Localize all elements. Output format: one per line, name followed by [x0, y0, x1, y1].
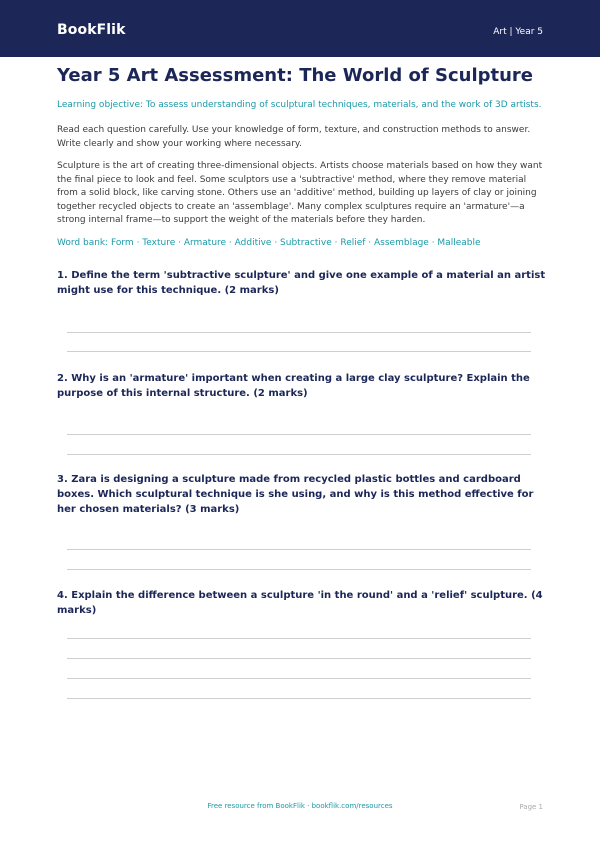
question-1: 1. Define the term 'subtractive sculpture' and give one example of a material an artist might use for this technique. (2 marks)	[57, 270, 546, 296]
answer-line[interactable]	[67, 678, 531, 679]
instructions: Read each question carefully. Use your knowledge of form, texture, and construction methods to answer. Write clearly and show your working where necessary.	[57, 125, 531, 149]
footer-link[interactable]: Free resource from BookFlik · bookflik.com/resources	[207, 802, 393, 810]
answer-line[interactable]	[67, 454, 531, 455]
question-4: 4. Explain the difference between a sculpture 'in the round' and a 'relief' sculpture. (4 marks)	[57, 590, 543, 616]
question-2: 2. Why is an 'armature' important when creating a large clay sculpture? Explain the purpose of this internal structure. (2 marks)	[57, 373, 530, 399]
answer-line[interactable]	[67, 351, 531, 352]
answer-line[interactable]	[67, 434, 531, 435]
breadcrumb: Art | Year 5	[493, 27, 543, 37]
learning-objective: Learning objective: To assess understanding of sculptural techniques, materials, and the work of 3D artists.	[57, 100, 542, 110]
answer-line[interactable]	[67, 332, 531, 333]
reading-passage: Sculpture is the art of creating three-dimensional objects. Artists choose materials based on how they want the final piece to look and feel. Some sculptors use a 'subtractive' method, where they remove material from a solid block, like carving stone. Others use an 'additive' method, building up layers of clay or joining together recycled objects to create an 'assemblage'. Many complex sculptures require an 'armature'—a strong internal frame—to support the weight of the materials before they harden.	[57, 161, 543, 226]
page-title: Year 5 Art Assessment: The World of Sculpture	[57, 65, 534, 86]
word-bank: Word bank: Form · Texture · Armature · Additive · Subtractive · Relief · Assemblage · Malleable	[57, 238, 481, 248]
page-number: Page 1	[519, 803, 543, 811]
brand-logo[interactable]: BookFlik	[57, 22, 126, 38]
answer-line[interactable]	[67, 698, 531, 699]
answer-line[interactable]	[67, 569, 531, 570]
answer-line[interactable]	[67, 549, 531, 550]
question-3: 3. Zara is designing a sculpture made from recycled plastic bottles and cardboard boxes. Which sculptural technique is she using, and why is this method effective for her chosen materials? (3 marks)	[57, 474, 534, 515]
answer-line[interactable]	[67, 658, 531, 659]
page-header	[0, 0, 600, 57]
answer-line[interactable]	[67, 638, 531, 639]
